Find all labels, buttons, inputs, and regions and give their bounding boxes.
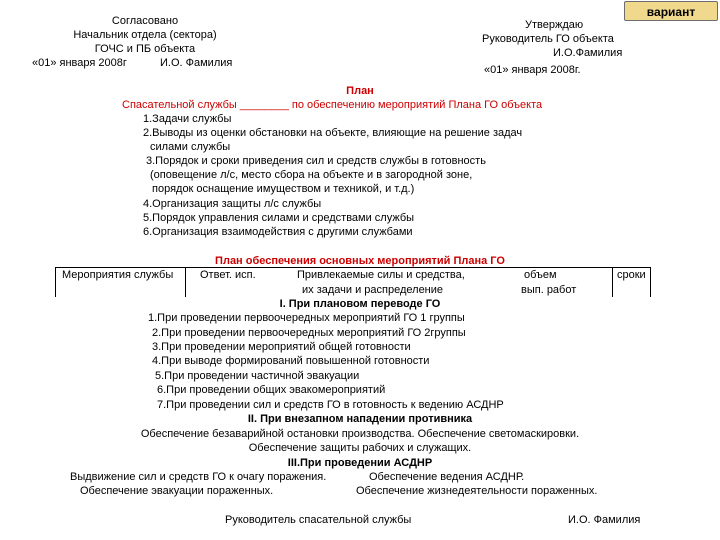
header-responsible: Ответ. исп.	[200, 269, 256, 281]
table-border	[612, 267, 613, 297]
approval-left-line: ГОЧС и ПБ объекта	[94, 43, 196, 55]
plan-item: 2.Выводы из оценки обстановки на объекте, влияющие на решение задач	[143, 127, 523, 139]
footer-role: Руководитель спасательной службы	[225, 514, 412, 526]
plan-item: 3.Порядок и сроки приведения сил и средств службы в готовность	[146, 155, 486, 167]
table-border	[185, 267, 186, 297]
plan-title: План	[346, 85, 374, 97]
header-volume: вып. работ	[521, 284, 577, 296]
list-item: 6.При проведении общих эвакомероприятий	[157, 384, 386, 396]
header-volume: объем	[524, 269, 557, 281]
list-item: 4.При выводе формирований повышенной готовности	[152, 355, 430, 367]
section-line: Обеспечение эвакуации пораженных.	[80, 485, 274, 497]
plan-item: 4.Организация защиты л/с службы	[143, 198, 322, 210]
plan-item: порядок оснащение имуществом и техникой, и т.д.)	[152, 183, 415, 195]
plan-item: (оповещение л/с, место сбора на объекте и в загородной зоне,	[150, 169, 473, 181]
header-deadlines: сроки	[617, 269, 646, 281]
variant-badge: вариант	[624, 1, 718, 21]
section-title: III.При проведении АСДНР	[287, 457, 433, 469]
plan-item: 1.Задачи службы	[143, 113, 232, 125]
header-forces: их задачи и распределение	[302, 284, 444, 296]
header-activities: Мероприятия службы	[62, 269, 174, 281]
table-border	[55, 267, 56, 297]
approval-left-name: И.О. Фамилия	[160, 57, 233, 69]
approval-right-line: Утверждаю	[525, 19, 584, 31]
table-border-top	[55, 267, 650, 268]
header-forces: Привлекаемые силы и средства,	[297, 269, 465, 281]
section-title: I. При плановом переводе ГО	[279, 298, 441, 310]
list-item: 3.При проведении мероприятий общей готовности	[152, 341, 411, 353]
section-line: Обеспечение защиты рабочих и служащих.	[248, 442, 472, 454]
approval-right-line: И.О.Фамилия	[553, 47, 623, 59]
plan-item: 5.Порядок управления силами и средствами службы	[143, 212, 415, 224]
list-item: 5.При проведении частичной эвакуации	[155, 370, 360, 382]
section-line: Обеспечение жизнедеятельности пораженных.	[356, 485, 598, 497]
plan-subtitle: Спасательной службы ________ по обеспечению мероприятий Плана ГО объекта	[122, 99, 543, 111]
footer-name: И.О. Фамилия	[568, 514, 641, 526]
approval-left-line: Согласовано	[111, 15, 179, 27]
approval-left-date: «01» января 2008г	[32, 57, 127, 69]
plan-item: силами службы	[150, 141, 231, 153]
plan-item: 6.Организация взаимодействия с другими службами	[143, 226, 413, 238]
approval-left-line: Начальник отдела (сектора)	[73, 29, 217, 41]
table-title: План обеспечения основных мероприятий Плана ГО	[215, 255, 505, 267]
section-line: Обеспечение безаварийной остановки производства. Обеспечение светомаскировки.	[140, 428, 580, 440]
table-border	[650, 267, 651, 297]
approval-right-line: Руководитель ГО объекта	[482, 33, 614, 45]
approval-right-line: «01» января 2008г.	[484, 64, 581, 76]
list-item: 1.При проведении первоочередных мероприятий ГО 1 группы	[148, 312, 465, 324]
section-line: Выдвижение сил и средств ГО к очагу поражения.	[70, 471, 327, 483]
section-title: II. При внезапном нападении противника	[247, 413, 473, 425]
list-item: 7.При проведении сил и средств ГО в готовность к ведению АСДНР	[157, 399, 504, 411]
section-line: Обеспечение ведения АСДНР.	[369, 471, 525, 483]
list-item: 2.При проведении первоочередных мероприятий ГО 2группы	[152, 327, 466, 339]
